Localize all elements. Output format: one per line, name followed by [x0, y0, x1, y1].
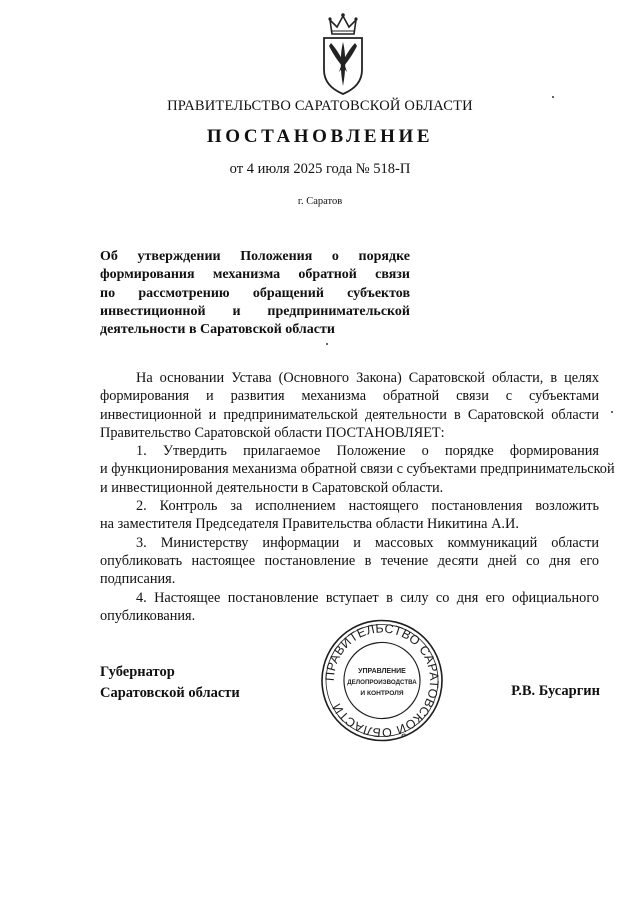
subject-line: формирования механизма обратной связи — [100, 267, 410, 283]
body-line: 2. Контроль за исполнением настоящего постановления возложить — [136, 498, 599, 515]
body-line: инвестиционной и предпринимательской деятельности в Саратовской области — [100, 406, 599, 423]
document-body — [100, 369, 615, 625]
stamp-inner-line: И КОНТРОЛЯ — [360, 690, 404, 697]
scan-speck — [552, 96, 554, 98]
document-subject — [100, 248, 410, 339]
government-name: ПРАВИТЕЛЬСТВО САРАТОВСКОЙ ОБЛАСТИ — [167, 98, 473, 114]
body-line: подписания. — [100, 571, 176, 588]
body-line: 4. Настоящее постановление вступает в силу со дня его официального — [136, 589, 599, 606]
stamp-inner-line: ДЕЛОПРОИЗВОДСТВА — [347, 679, 417, 686]
body-line: На основании Устава (Основного Закона) Саратовской области, в целях — [136, 370, 599, 386]
subject-line: инвестиционной и предпринимательской — [100, 303, 410, 319]
signatory-position — [100, 662, 240, 704]
body-line: Правительство Саратовской области ПОСТАНОВЛЯЕТ: — [100, 424, 445, 441]
subject-line: по рассмотрению обращений субъектов — [100, 285, 410, 301]
body-line: опубликования. — [100, 607, 196, 624]
signatory-name: Р.В. Бусаргин — [511, 683, 600, 699]
body-line: формирования и развития механизма обратной связи с субъектами — [100, 388, 599, 405]
signatory-position-line: Губернатор — [100, 664, 175, 680]
body-line: 1. Утвердить прилагаемое Положение о порядке формирования — [136, 443, 599, 460]
subject-line: деятельности в Саратовской области — [100, 322, 335, 338]
document-type-title: ПОСТАНОВЛЕНИЕ — [206, 126, 434, 147]
body-line: опубликовать настоящее постановление в течение десяти дней со дня его — [100, 552, 599, 569]
subject-line: Об утверждении Положения о порядке — [100, 249, 410, 264]
official-stamp — [312, 618, 452, 743]
document-date-number: от 4 июля 2025 года № 518-П — [229, 161, 411, 177]
body-line: 3. Министерству информации и массовых коммуникаций области — [136, 534, 599, 551]
document-city: г. Саратов — [297, 196, 343, 207]
scan-speck — [611, 411, 613, 413]
body-line: и инвестиционной деятельности в Саратовской области. — [100, 479, 444, 496]
scan-speck — [326, 343, 328, 345]
body-line: на заместителя Председателя Правительства области Никитина А.И. — [100, 516, 519, 533]
stamp-inner-line: УПРАВЛЕНИЕ — [358, 668, 406, 675]
stamp-outer-text: ПРАВИТЕЛЬСТВО САРАТОВСКОЙ ОБЛАСТИ — [322, 621, 442, 740]
signatory-position-line: Саратовской области — [100, 685, 240, 701]
body-line: и функционирования механизма обратной связи с субъектами предпринимательской — [100, 461, 615, 478]
coat-of-arms-emblem — [320, 12, 366, 96]
